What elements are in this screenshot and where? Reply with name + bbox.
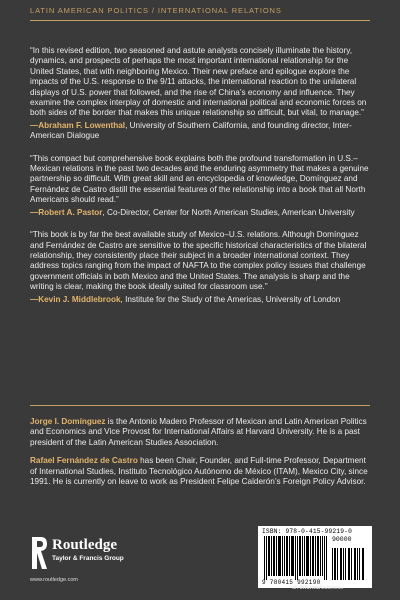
author-bios (30, 417, 370, 495)
review-2 (30, 154, 370, 218)
header-rule (30, 20, 370, 21)
reviewer-name: —Kevin J. Middlebrook (30, 294, 121, 304)
reviewer-affiliation: , Co-Director, Center for North American Studies, American University (102, 207, 355, 217)
review-attribution (30, 208, 370, 218)
reviewer-affiliation: , University of Southern California, and founding director, Inter-American Dialogue (30, 120, 352, 141)
reviewer-name: —Abraham F. Lowenthal (30, 120, 126, 130)
section-divider (30, 405, 370, 406)
routledge-r-icon (30, 535, 48, 571)
publisher-logo (30, 535, 190, 575)
price-code: 90000 (332, 536, 352, 543)
review-attribution (30, 295, 370, 305)
series-header: LATIN AMERICAN POLITICS / INTERNATIONAL RELATIONS (30, 6, 282, 15)
informa-prefix: an (292, 585, 300, 591)
review-attribution (30, 121, 370, 142)
isbn-text: ISBN: 978-0-415-99219-0 (262, 528, 353, 535)
reviewer-name: —Robert A. Pastor (30, 207, 103, 217)
barcode-bars-icon (262, 536, 368, 580)
informa-brand: informa (299, 585, 320, 591)
informa-suffix: business (319, 585, 344, 591)
publisher-name: Routledge (52, 537, 117, 553)
barcode-digits: 9 780415 992190 (262, 579, 321, 586)
author-bio-1 (30, 417, 370, 448)
informa-business (292, 585, 343, 591)
review-3 (30, 230, 370, 305)
reviewer-affiliation: , Institute for the Study of the Americas, University of London (120, 294, 341, 304)
reviews-section (30, 46, 370, 305)
author-bio-text: is the Antonio Madero Professor of Mexican and Latin American Politics and Economics and Vice Provost for International Affairs at Harvard University. He is a past president of the Latin American Studies Association. (30, 417, 367, 447)
review-text: “This book is by far the best available study of Mexico–U.S. relations. Although Domínguez and Fernández de Castro are sensitive to the specific historical characteristics of the bilateral relationship, they consistently place their subject in a broader international context. They address topics ranging from the impact of NAFTA to the complex policy issues that challenge government officials in both Mexico and the United States. The analysis is sharp and the writing is clear, making the book ideally suited for classroom use.” (30, 230, 367, 292)
publisher-url: www.routledge.com (30, 577, 78, 583)
author-bio-text: has been Chair, Founder, and Full-time Professor, Department of International Studies, Instituto Tecnológico Autónomo de México (ITAM), Mexico City, since 1991. He is currently on leave to work as President Felipe Calderón’s Foreign Policy Advisor. (30, 456, 368, 487)
author-bio-2 (30, 456, 370, 487)
review-text: “This compact but comprehensive book explains both the profound transformation in U.S.–Mexican relations in the past two decades and the enduring asymmetry that makes a genuine partnership so difficult. With great skill and an encyclopedia of knowledge, Domínguez and Fernández de Castro distill the essential features of the relationship into a book that all North Americans should read.” (30, 153, 369, 205)
barcode (258, 526, 372, 588)
publisher-group: Taylor & Francis Group (52, 555, 124, 562)
author-name: Rafael Fernández de Castro (30, 456, 138, 466)
review-1 (30, 46, 370, 142)
review-text: “In this revised edition, two seasoned and astute analysts concisely illuminate the history, dynamics, and prospects of perhaps the most important international relationship for the United States, that with neighboring Mexico. Their new preface and epilogue explore the impacts of the U.S. response to the 9/11 attacks, the international reaction to the unilateral displays of U.S. power that followed, and the rise of China’s economy and influence. They examine the complex interplay of domestic and international political and economic forces on both sides of the border that makes this unique relationship so difficult, but vital, to manage.” (30, 46, 367, 118)
author-name: Jorge I. Domínguez (30, 417, 106, 426)
